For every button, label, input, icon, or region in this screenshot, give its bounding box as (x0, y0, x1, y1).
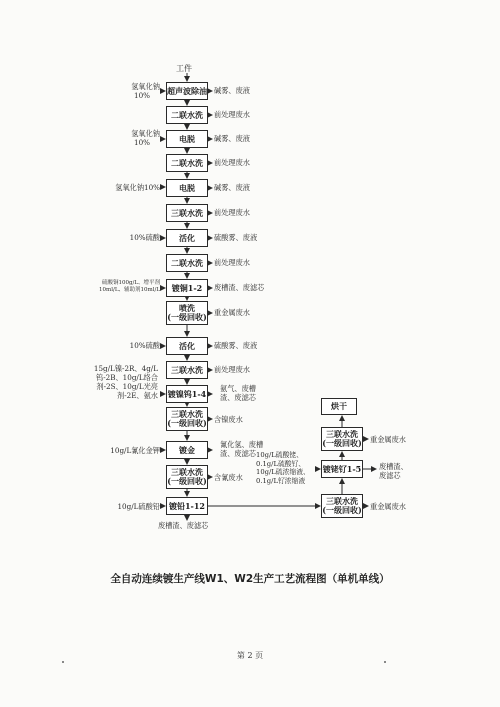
output-label: 氨气、废槽 渣、废滤芯 (220, 384, 256, 402)
output-label: 废槽渣、 废滤芯 (379, 462, 408, 480)
output-label: 硫酸雾、废液 (214, 341, 258, 350)
step-double-rinse-1: 二联水洗 (166, 106, 208, 124)
step-spray-rinse: 喷洗 (一级回收) (166, 301, 208, 325)
output-label: 前处理废水 (214, 365, 250, 374)
step-triple-rinse-recovery-4: 三联水洗 (一级回收) (321, 494, 363, 518)
input-label: 氢氧化钠 10% (131, 82, 160, 100)
step-gold-plating: 镀金 (166, 441, 208, 459)
step-triple-rinse-recovery-2: 三联水洗 (一级回收) (166, 465, 208, 489)
input-label: 10g/L硫酸铅 (117, 502, 160, 511)
output-label: 重金属废水 (214, 308, 250, 317)
step-lead-plating: 镀铅1-12 (166, 497, 208, 515)
output-label: 硫酸雾、废液 (214, 233, 258, 242)
output-label: 重金属废水 (370, 435, 406, 444)
step-double-rinse-3: 二联水洗 (166, 254, 208, 272)
output-label: 氰化氢、废槽 渣、废滤芯 (220, 440, 264, 458)
page-title: 全自动连续镀生产线W1、W2生产工艺流程图（单机单线） (110, 573, 390, 585)
input-label: 10%硫酸 (129, 341, 160, 350)
input-label: 10g/L氰化金钾 (110, 446, 160, 455)
input-label: 10g/L硫酸铑、 0.1g/L硫酸钌、 10g/L硫浓缩液、 0.1g/L钌浓缩液 (256, 451, 310, 485)
scan-mark (62, 661, 64, 663)
lead-output-label: 废槽渣、废滤芯 (158, 521, 209, 530)
input-label: 氢氧化钠 10% (131, 129, 160, 147)
step-ultrasonic-degrease: 超声波除油 (166, 82, 208, 100)
output-label: 前处理废水 (214, 110, 250, 119)
input-label: 氢氧化钠10% (115, 183, 160, 192)
output-label: 前处理废水 (214, 258, 250, 267)
step-triple-rinse-1: 三联水洗 (166, 204, 208, 222)
scan-mark (384, 661, 386, 663)
output-label: 废槽渣、废滤芯 (214, 283, 265, 292)
step-triple-rinse-2: 三联水洗 (166, 361, 208, 379)
step-triple-rinse-recovery-1: 三联水洗 (一级回收) (166, 407, 208, 431)
step-activation-1: 活化 (166, 229, 208, 247)
input-label: 硫酸铜100g/L、增平剂 10ml/L、辅助剂10ml/L (99, 280, 160, 293)
input-label: 10%硫酸 (129, 233, 160, 242)
step-drying: 烘干 (321, 398, 357, 415)
start-label: 工件 (176, 64, 192, 73)
page-number: 第 2 页 (236, 651, 264, 660)
output-label: 重金属废水 (370, 502, 406, 511)
step-copper-plating: 镀铜1-2 (166, 279, 208, 297)
output-label: 前处理废水 (214, 158, 250, 167)
step-electro-degrease-1: 电脱 (166, 130, 208, 148)
step-nickel-tungsten-plating: 镀镍钨1-4 (166, 385, 208, 403)
input-label: 15g/L镍-2R、4g/L 钨-2B、10g/L络合 剂-2S、10g/L光亮 剂-2E、氨水 (93, 364, 158, 400)
step-double-rinse-2: 二联水洗 (166, 154, 208, 172)
output-label: 前处理废水 (214, 208, 250, 217)
step-triple-rinse-recovery-3: 三联水洗 (一级回收) (321, 427, 363, 451)
output-label: 碱雾、废液 (214, 183, 250, 192)
step-electro-degrease-2: 电脱 (166, 179, 208, 197)
output-label: 碱雾、废液 (214, 86, 250, 95)
output-label: 含镍废水 (214, 415, 243, 424)
output-label: 含氰废水 (214, 473, 243, 482)
output-label: 碱雾、废液 (214, 134, 250, 143)
step-rhodium-ruthenium-plating: 镀铑钌1-5 (321, 460, 363, 478)
step-activation-2: 活化 (166, 337, 208, 355)
